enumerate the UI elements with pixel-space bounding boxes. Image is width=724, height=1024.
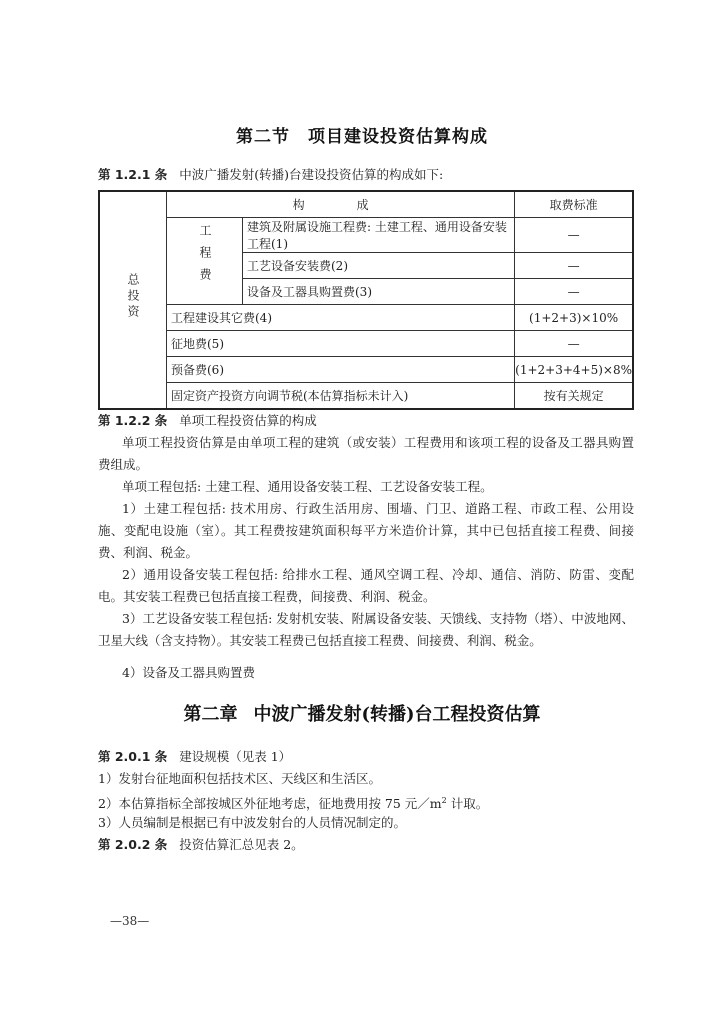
total-investment-label: 总投资 bbox=[126, 272, 140, 321]
row-std: — bbox=[515, 253, 633, 279]
row-text: 固定资产投资方向调节税(本估算指标未计入) bbox=[167, 383, 515, 410]
clause-label: 第 2.0.1 条 bbox=[98, 749, 168, 764]
header-fee-standard: 取费标准 bbox=[515, 191, 633, 218]
row-text: 工艺设备安装费(2) bbox=[243, 253, 515, 279]
table-row bbox=[99, 305, 633, 331]
text: 2）本估算指标全部按城区外征地考虑，征地费用按 75 元／m bbox=[98, 796, 442, 812]
clause-text: 单项工程投资估算的构成 bbox=[179, 413, 317, 428]
table-row bbox=[99, 218, 633, 253]
page-number: —38— bbox=[110, 914, 150, 928]
clause-text: 建设规模（见表 1） bbox=[179, 749, 292, 764]
chapter-number: 第二章 bbox=[183, 704, 238, 725]
table-header-row bbox=[99, 191, 633, 218]
row-text: 设备及工器具购置费(3) bbox=[243, 279, 515, 305]
chapter-title bbox=[0, 700, 724, 726]
investment-composition-table bbox=[98, 190, 634, 410]
row-std: — bbox=[515, 331, 633, 357]
paragraph: 3）工艺设备安装工程包括: 发射机安装、附属设备安装、天馈线、支持物（塔）、中波地网、卫星大线（含支持物）。其安装工程费已包括直接工程费、间接费、利润、税金。 bbox=[98, 611, 634, 648]
total-investment-cell bbox=[99, 191, 167, 409]
clause-2-0-2 bbox=[98, 834, 634, 856]
row-text: 建筑及附属设施工程费: 土建工程、通用设备安装工程(1) bbox=[243, 218, 515, 253]
row-std: 按有关规定 bbox=[515, 383, 633, 410]
row-std: — bbox=[515, 218, 633, 253]
table-row bbox=[99, 383, 633, 410]
paragraph: 3）人员编制是根据已有中波发射台的人员情况制定的。 bbox=[98, 815, 406, 830]
row-text: 预备费(6) bbox=[167, 357, 515, 383]
clause-label: 第 1.2.2 条 bbox=[98, 413, 168, 428]
paragraph: 2）通用设备安装工程包括: 给排水工程、通风空调工程、冷却、通信、消防、防雷、变配电。其安装工程费已包括直接工程费，间接费、利润、税金。 bbox=[98, 567, 634, 604]
superscript: 2 bbox=[441, 796, 447, 805]
paragraph: 1）发射台征地面积包括技术区、天线区和生活区。 bbox=[98, 771, 381, 786]
chapter-heading: 中波广播发射(转播)台工程投资估算 bbox=[253, 704, 541, 725]
row-text: 工程建设其它费(4) bbox=[167, 305, 515, 331]
row-text: 征地费(5) bbox=[167, 331, 515, 357]
section-heading: 项目建设投资估算构成 bbox=[308, 127, 488, 147]
section-number: 第二节 bbox=[236, 127, 290, 147]
clause-2-0-1 bbox=[98, 746, 634, 768]
paragraph: 单项工程投资估算是由单项工程的建筑（或安装）工程费用和该项工程的设备及工器具购置费组成。 bbox=[98, 435, 634, 472]
clause-label: 第 1.2.1 条 bbox=[98, 167, 168, 182]
engineering-fee-label: 工程费 bbox=[198, 223, 212, 290]
paragraph: 1）土建工程包括: 技术用房、行政生活用房、围墙、门卫、道路工程、市政工程、公用设施、变配电设施（室）。其工程费按建筑面积每平方米造价计算，其中已包括直接工程费、间接费、利润、税金。 bbox=[98, 501, 634, 560]
clause-label: 第 2.0.2 条 bbox=[98, 837, 168, 852]
row-std: (1+2+3)×10% bbox=[515, 305, 633, 331]
section-title bbox=[0, 122, 724, 147]
clause-1-2-2 bbox=[98, 410, 634, 432]
table-row bbox=[99, 357, 633, 383]
paragraph: 单项工程包括: 土建工程、通用设备安装工程、工艺设备安装工程。 bbox=[122, 479, 493, 494]
row-std: — bbox=[515, 279, 633, 305]
clause-text: 中波广播发射(转播)台建设投资估算的构成如下: bbox=[179, 167, 444, 182]
clause-1-2-1 bbox=[98, 164, 634, 186]
clause-text: 投资估算汇总见表 2。 bbox=[179, 837, 304, 852]
row-std: (1+2+3+4+5)×8% bbox=[515, 357, 633, 383]
paragraph: 4）设备及工器具购置费 bbox=[122, 665, 255, 680]
text: 计取。 bbox=[446, 796, 489, 812]
header-composition: 构 成 bbox=[167, 191, 515, 218]
engineering-fee-cell bbox=[167, 218, 243, 305]
table-row bbox=[99, 331, 633, 357]
